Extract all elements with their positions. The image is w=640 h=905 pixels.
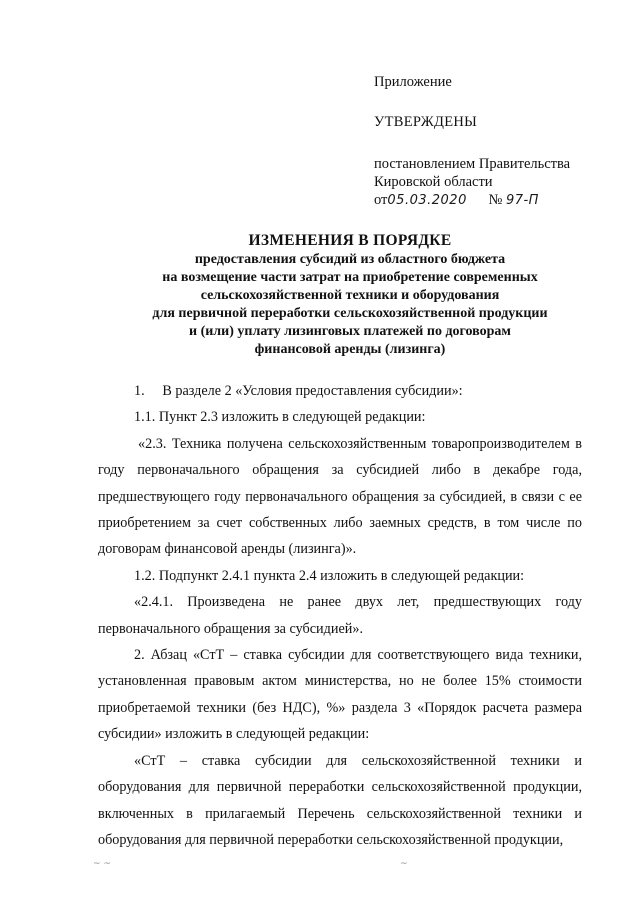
paragraph-1-2: 1.2. Подпункт 2.4.1 пункта 2.4 изложить в следующей редакции:	[134, 567, 525, 584]
resolution-date-number	[374, 191, 604, 210]
approved-label: УТВЕРЖДЕНЫ	[374, 114, 478, 130]
title-line-1: предоставления субсидий из областного бюджета	[194, 252, 506, 267]
from-prefix: от	[374, 192, 388, 208]
title-line-6: финансовой аренды (лизинга)	[254, 342, 446, 357]
title-line-5: и (или) уплату лизинговых платежей по договорам	[189, 324, 511, 339]
paragraph-1-1: 1.1. Пункт 2.3 изложить в следующей редакции:	[134, 409, 426, 426]
paragraph-2: 2. Абзац «СтТ – ставка субсидии для соответствующего вида техники, установленная правовым актом министерства, но не более 15% стоимости приобретаемой техники (без НДС), %» раздела 3 «Порядок расчета размера субсидии» изложить в следующей редакции:	[98, 647, 582, 743]
handwritten-date: 05.03.2020	[387, 193, 467, 208]
number-sign: №	[488, 192, 503, 208]
paragraph-2-4-1-quote: «2.4.1. Произведена не ранее двух лет, предшествующих году первоначального обращения за субсидией».	[98, 594, 582, 637]
title-line-2: на возмещение части затрат на приобретение современных	[162, 270, 538, 285]
title-line-4: для первичной переработки сельскохозяйственной продукции	[152, 306, 548, 321]
scan-mark: ~	[400, 859, 408, 869]
resolution-line-2: Кировской области	[374, 174, 493, 190]
resolution-line-1: постановлением Правительства	[374, 156, 571, 172]
paragraph-1: 1. В разделе 2 «Условия предоставления субсидии»:	[134, 383, 463, 399]
title-line-3: сельскохозяйственной техники и оборудования	[200, 288, 500, 303]
handwritten-number: 97-П	[505, 193, 539, 208]
document-title	[80, 231, 620, 359]
paragraph-2-3-quote: «2.3. Техника получена сельскохозяйственным товаропроизводителем в году первоначального обращения за субсидией либо в декабре года, предшествующего году первоначального обращения за субсидией, в связи с ее приобретением за счет собственных либо заемных средств, в том числе по договорам финансовой аренды (лизинга)».	[98, 435, 582, 558]
appendix-label: Приложение	[374, 74, 452, 90]
paragraph-stt-quote: «СтТ – ставка субсидии для сельскохозяйственной техники и оборудования для первичной переработки сельскохозяйственной продукции, включенных в прилагаемый Перечень сельскохозяйственной техники и оборудования для первичной переработки сельскохозяйственной продукции,	[98, 752, 582, 848]
document-body	[98, 378, 582, 853]
title-main: ИЗМЕНЕНИЯ В ПОРЯДКЕ	[248, 232, 452, 249]
scan-mark: ~ ~	[93, 859, 111, 869]
approval-block	[374, 73, 604, 210]
